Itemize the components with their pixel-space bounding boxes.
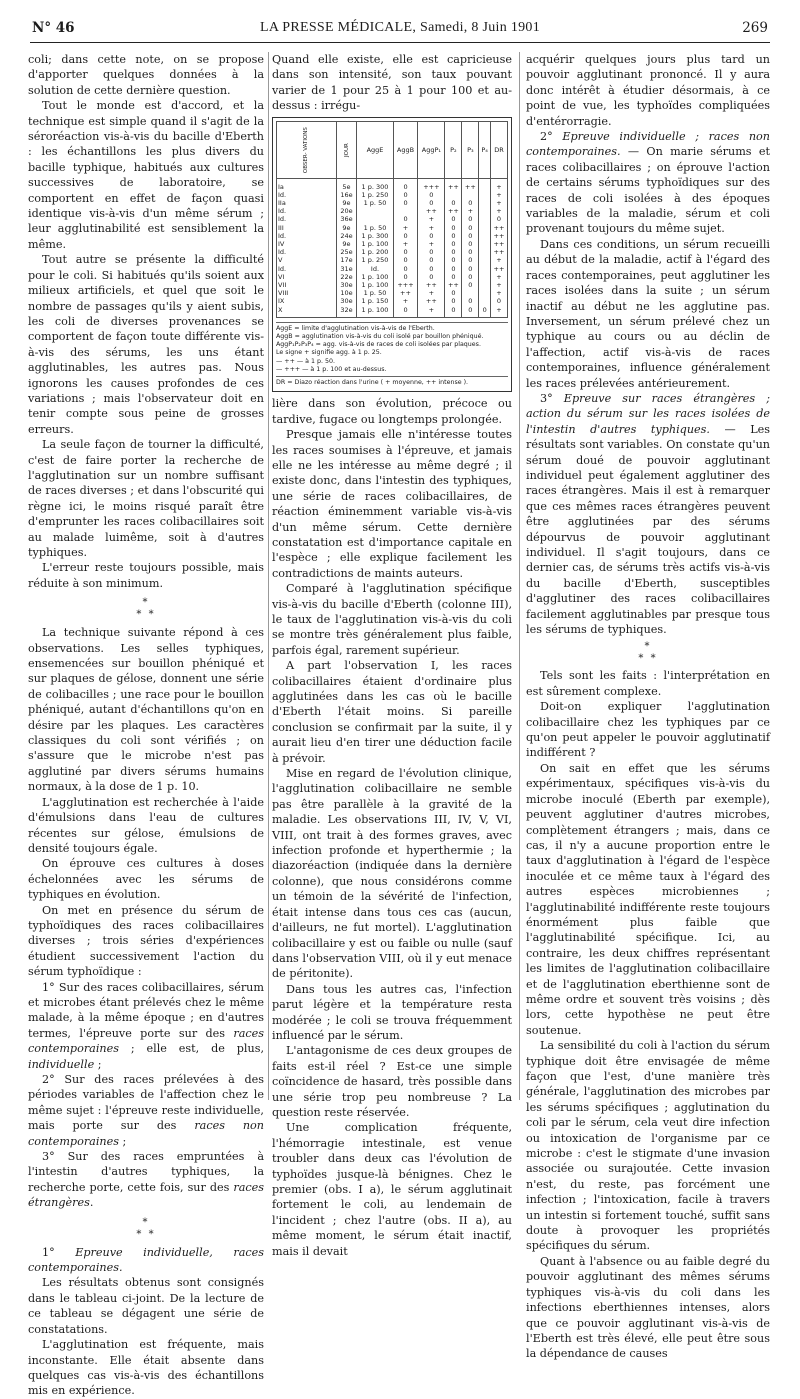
table-cell: 0 bbox=[462, 256, 479, 264]
table-cell bbox=[479, 289, 491, 297]
table-row bbox=[277, 256, 508, 264]
table-cell: 0 bbox=[418, 191, 445, 199]
table-cell: 0 bbox=[462, 273, 479, 281]
table-cell: + bbox=[393, 224, 418, 232]
table-header-cell: DR bbox=[490, 121, 507, 178]
table-cell: + bbox=[490, 306, 507, 318]
table-cell: 9e bbox=[336, 224, 357, 232]
paragraph: La technique suivante répond à ces observations. Les selles typhiques, ensemencées sur bouillon phéniqué et sur plaques de gélose, donnent une série de colibacilles ; une race pour le bouillon phéniqué, autant d'échantillons qu'on en désire par les plaques. Les caractères classiques du coli sont vérifiés ; on s'assure que le microbe n'est pas agglutiné par divers sérums humains normaux, à la dose de 1 p. 10. bbox=[28, 626, 264, 794]
table-cell: 0 bbox=[445, 240, 462, 248]
paragraph: L'erreur reste toujours possible, mais réduite à son minimum. bbox=[28, 561, 264, 590]
page-number: 269 bbox=[742, 20, 768, 36]
paragraph: Tout autre se présente la difficulté pour le coli. Si habitués qu'ils soient aux milieux artificiels, et quel que soit le nombre de passages qu'ils y aient subis, les coli de diverses provenances se comportent de façon toute différente vis-à-vis des sérums, les uns étant agglutinables, les autres pas. Nous ignorons les causes profondes de ces variations ; mais l'observateur doit en tenir compte sous peine de grosses erreurs. bbox=[28, 253, 264, 436]
table-cell bbox=[479, 297, 491, 305]
table-cell: 1 p. 200 bbox=[357, 248, 393, 256]
legend-line: AggP₁P₂P₃P₄ = agg. vis-à-vis de races de coli isolées par plaques. bbox=[276, 341, 481, 349]
table-cell: VII bbox=[277, 281, 337, 289]
table-header-cell: P₄ bbox=[479, 121, 491, 178]
table-cell: + bbox=[490, 289, 507, 297]
section-separator: * * * bbox=[638, 641, 658, 665]
column-divider bbox=[268, 52, 269, 1100]
table-row bbox=[277, 191, 508, 199]
table-cell bbox=[479, 248, 491, 256]
paragraph: 1° Sur des races colibacillaires, sérum et microbes étant prélevés chez le même malade, à la même époque ; en d'autres termes, l'épreuve porte sur des races contemporaines ; elle est, de plus, individuelle ; bbox=[28, 980, 264, 1071]
table-cell: + bbox=[393, 297, 418, 305]
table-cell: 0 bbox=[393, 232, 418, 240]
table-cell: 0 bbox=[418, 199, 445, 207]
legend-line: AggB = agglutination vis-à-vis du coli isolé par bouillon phéniqué. bbox=[276, 333, 484, 341]
table-cell: ++ bbox=[490, 240, 507, 248]
table-cell: 20e bbox=[336, 207, 357, 215]
paragraph: lière dans son évolution, précoce ou tardive, fugace ou longtemps prolongée. bbox=[272, 397, 512, 426]
table-cell bbox=[479, 240, 491, 248]
table-cell: Ia bbox=[277, 178, 337, 191]
running-header bbox=[30, 18, 770, 43]
table-cell: ++ bbox=[462, 178, 479, 191]
table-cell: 1 p. 50 bbox=[357, 289, 393, 297]
paragraph: 3° Sur des races empruntées à l'intestin d'autres typhiques, la recherche porte, cette fois, sur des races étrangères. bbox=[28, 1150, 264, 1210]
table-cell: 0 bbox=[445, 289, 462, 297]
table-cell: + bbox=[418, 215, 445, 223]
table-cell: ++ bbox=[490, 265, 507, 273]
table-cell: Id. bbox=[357, 265, 393, 273]
paragraph: coli; dans cette note, on se propose d'apporter quelques données à la solution de cette dernière question. bbox=[28, 53, 264, 97]
table-cell: 0 bbox=[445, 215, 462, 223]
column-3 bbox=[526, 52, 770, 1361]
table-cell: Id. bbox=[277, 232, 337, 240]
table-cell: 0 bbox=[393, 256, 418, 264]
legend-line: Le signe + signifie agg. à 1 p. 25. bbox=[276, 349, 382, 357]
table-cell: 0 bbox=[418, 256, 445, 264]
paragraph: Mise en regard de l'évolution clinique, l'agglutination colibacillaire ne semble pas être parallèle à la gravité de la maladie. Les observations III, IV, V, VI, VIII, ont trait à des formes graves, avec infection profonde et hyperthermie ; la diazoréaction (indiquée dans la dernière colonne), que nous considérons comme un témoin de la sévérité de l'infection, était intense dans tous ces cas (aucun, d'ailleurs, ne fut mortel). L'agglutination colibacillaire y est ou faible ou nulle (sauf dans l'observation VIII, où il y eut menace de péritonite). bbox=[272, 767, 512, 981]
table-cell: ++ bbox=[418, 207, 445, 215]
table-cell: 0 bbox=[418, 273, 445, 281]
table-header-cell: P₂ bbox=[445, 121, 462, 178]
table-cell: 0 bbox=[462, 232, 479, 240]
paragraph: L'antagonisme de ces deux groupes de faits est-il réel ? Est-ce une simple coïncidence de hasard, très possible dans une série trop peu nombreuse ? La question reste réservée. bbox=[272, 1044, 512, 1119]
table-cell: Id. bbox=[277, 191, 337, 199]
table-cell bbox=[357, 215, 393, 223]
table-cell: 9e bbox=[336, 199, 357, 207]
paragraph: L'agglutination est fréquente, mais inconstante. Elle était absente dans quelques cas vis-à-vis des échantillons mis en expérience. bbox=[28, 1338, 264, 1398]
legend-line: — ++ — à 1 p. 50. bbox=[276, 357, 336, 365]
table-cell: + bbox=[490, 199, 507, 207]
table-cell: 10e bbox=[336, 289, 357, 297]
table-header-cell: AggE bbox=[357, 121, 393, 178]
column-divider bbox=[519, 52, 520, 1100]
table-cell: 0 bbox=[462, 306, 479, 318]
paragraph: Dans tous les autres cas, l'infection parut légère et la température resta modérée ; le coli se trouva fréquemment influencé par le sérum. bbox=[272, 982, 512, 1042]
table-row bbox=[277, 248, 508, 256]
legend-line: — +++ — à 1 p. 100 et au-dessus. bbox=[276, 365, 387, 373]
table-cell: 1 p. 100 bbox=[357, 306, 393, 318]
table-cell bbox=[462, 191, 479, 199]
table-cell: 0 bbox=[445, 273, 462, 281]
table-cell: 1 p. 300 bbox=[357, 178, 393, 191]
table-cell: 0 bbox=[490, 297, 507, 305]
issue-number: N° 46 bbox=[32, 20, 75, 36]
table-cell bbox=[479, 265, 491, 273]
table-cell bbox=[393, 207, 418, 215]
table-cell: 0 bbox=[418, 248, 445, 256]
table-cell: +++ bbox=[393, 281, 418, 289]
paragraph: L'agglutination est recherchée à l'aide d'émulsions dans l'eau de cultures récentes sur gélose, émulsions de densité toujours égale. bbox=[28, 795, 264, 855]
table-cell: 0 bbox=[445, 224, 462, 232]
table-cell: III bbox=[277, 224, 337, 232]
table-cell: 16e bbox=[336, 191, 357, 199]
table-cell: 0 bbox=[445, 306, 462, 318]
table-cell: +++ bbox=[418, 178, 445, 191]
table-cell: ++ bbox=[445, 178, 462, 191]
table-row bbox=[277, 289, 508, 297]
table-cell: VI bbox=[277, 273, 337, 281]
table-cell: 0 bbox=[462, 224, 479, 232]
table-cell: 30e bbox=[336, 297, 357, 305]
paragraph: On éprouve ces cultures à doses échelonnées avec les sérums de typhiques en évolution. bbox=[28, 857, 264, 902]
masthead-title: LA PRESSE MÉDICALE, Samedi, 8 Juin 1901 bbox=[259, 20, 541, 35]
table-cell bbox=[479, 232, 491, 240]
table-cell: 0 bbox=[418, 232, 445, 240]
legend-line: DR = Diazo réaction dans l'urine ( + moyenne, ++ intense ). bbox=[276, 379, 469, 387]
table-cell bbox=[479, 178, 491, 191]
table-cell: 0 bbox=[490, 215, 507, 223]
table-cell: ++ bbox=[490, 224, 507, 232]
table-cell: 0 bbox=[462, 240, 479, 248]
table-cell: Id. bbox=[277, 248, 337, 256]
paragraph: Presque jamais elle n'intéresse toutes les races soumises à l'épreuve, et jamais elle ne les intéresse au même degré ; il existe donc, dans l'intestin des typhiques, une série de races colibacillaires, de réaction éminemment variable vis-à-vis d'un même sérum. Cette dernière constatation est d'importance capitale en l'espèce ; elle explique facilement les contradictions de maints auteurs. bbox=[272, 428, 512, 580]
table-cell: 0 bbox=[479, 306, 491, 318]
table-cell: 0 bbox=[462, 199, 479, 207]
table-cell: Id. bbox=[277, 265, 337, 273]
table-cell: IIa bbox=[277, 199, 337, 207]
table-cell: 1 p. 300 bbox=[357, 232, 393, 240]
table-cell: + bbox=[418, 306, 445, 318]
table-cell: Id. bbox=[277, 215, 337, 223]
table-cell: ++ bbox=[418, 297, 445, 305]
table-cell: + bbox=[490, 281, 507, 289]
table-cell: 1 p. 50 bbox=[357, 224, 393, 232]
legend-line: AggE = limite d'agglutination vis-à-vis de l'Eberth. bbox=[276, 324, 435, 332]
table-cell: + bbox=[418, 289, 445, 297]
table-cell bbox=[479, 281, 491, 289]
table-cell: V bbox=[277, 256, 337, 264]
table-cell: + bbox=[490, 178, 507, 191]
table-cell bbox=[479, 273, 491, 281]
table-cell: + bbox=[490, 191, 507, 199]
paragraph: Quant à l'absence ou au faible degré du pouvoir agglutinant des mêmes sérums typhiques vis-à-vis du coli dans les infections eberthiennes intenses, alors que ce pouvoir agglutinant vis-à-vis de l'Eberth est très élevé, elle peut être sous la dépendance de causes bbox=[526, 1254, 770, 1361]
table-cell: + bbox=[490, 256, 507, 264]
table-cell: X bbox=[277, 306, 337, 318]
table-cell: Id. bbox=[277, 207, 337, 215]
table-cell bbox=[479, 199, 491, 207]
table-cell: 5e bbox=[336, 178, 357, 191]
table-cell: ++ bbox=[393, 289, 418, 297]
table-cell: 31e bbox=[336, 265, 357, 273]
table-cell: 0 bbox=[462, 248, 479, 256]
table-row bbox=[277, 273, 508, 281]
table-cell: 22e bbox=[336, 273, 357, 281]
paragraph: A part l'observation I, les races colibacillaires étaient d'ordinaire plus agglutinées dans les cas où le bacille d'Eberth l'était moins. Si pareille conclusion se confirmait par la suite, il y aurait lieu d'en tirer une déduction facile à prévoir. bbox=[272, 659, 512, 765]
table-cell: ++ bbox=[445, 281, 462, 289]
table-cell: 0 bbox=[445, 297, 462, 305]
table-row bbox=[277, 215, 508, 223]
table-cell: 0 bbox=[393, 191, 418, 199]
table-cell: 0 bbox=[393, 178, 418, 191]
table-cell: + bbox=[393, 240, 418, 248]
table-cell: 0 bbox=[445, 265, 462, 273]
table-cell: 24e bbox=[336, 232, 357, 240]
paragraph: 2° Epreuve individuelle ; races non contemporaines. — On marie sérums et races colibacillaires ; on éprouve l'action de certains sérums typhoïdiques sur des races de coli isolées à des époques variables de la maladie, sérum et coli provenant toujours du même sujet. bbox=[526, 130, 770, 236]
table-cell: ++ bbox=[418, 281, 445, 289]
table-cell: 0 bbox=[393, 273, 418, 281]
table-cell: 0 bbox=[462, 215, 479, 223]
table-header-cell: P₃ bbox=[462, 121, 479, 178]
table-cell: 30e bbox=[336, 281, 357, 289]
table-cell: 17e bbox=[336, 256, 357, 264]
table-row bbox=[277, 265, 508, 273]
paragraph: Doit-on expliquer l'agglutination colibacillaire chez les typhiques par ce qu'on peut appeler le pouvoir agglutinatif indifférent ? bbox=[526, 700, 770, 760]
table-cell bbox=[462, 289, 479, 297]
table-cell: 36e bbox=[336, 215, 357, 223]
section-separator: * * * bbox=[136, 1216, 156, 1240]
table-cell: 9e bbox=[336, 240, 357, 248]
table-cell bbox=[479, 224, 491, 232]
table-cell: + bbox=[418, 224, 445, 232]
table-cell: 1 p. 100 bbox=[357, 273, 393, 281]
table-cell bbox=[479, 215, 491, 223]
table-cell: + bbox=[418, 240, 445, 248]
table-row bbox=[277, 178, 508, 191]
table-row bbox=[277, 306, 508, 318]
table-header-cell: OBSER- VATIONS bbox=[277, 121, 337, 178]
table-cell bbox=[479, 256, 491, 264]
paragraph: La seule façon de tourner la difficulté, c'est de faire porter la recherche de l'agglutination sur un nombre suffisant de races diverses ; et dans l'obscurité qui règne ici, le moins risqué paraît être d'emprunter les races colibacillaires soit au malade luimême, soit à d'autres typhiques. bbox=[28, 438, 264, 559]
table-cell: 0 bbox=[445, 232, 462, 240]
table-cell: 32e bbox=[336, 306, 357, 318]
table-cell: 25e bbox=[336, 248, 357, 256]
table-cell: 1 p. 150 bbox=[357, 297, 393, 305]
table-row bbox=[277, 224, 508, 232]
table-cell: 0 bbox=[393, 215, 418, 223]
paragraph: Tout le monde est d'accord, et la technique est simple quand il s'agit de la séroréaction vis-à-vis du bacille d'Eberth : les échantillons les plus divers du bacille typhique, habitués aux cultures successives de laboratoire, se comportent en effet de façon quasi identique vis-à-vis d'un même sérum ; leur agglutinabilité est sensiblement la même. bbox=[28, 99, 264, 251]
table-cell: 1 p. 250 bbox=[357, 256, 393, 264]
table-cell: 0 bbox=[393, 199, 418, 207]
table-cell: 1 p. 50 bbox=[357, 199, 393, 207]
table-cell bbox=[479, 191, 491, 199]
table-row bbox=[277, 207, 508, 215]
paragraph: Dans ces conditions, un sérum recueilli au début de la maladie, actif à l'égard des races contemporaines, peut agglutiner les races isolées dans la suite ; un sérum inactif au début ne les agglutine pas. Inversement, un sérum prélevé chez un typhique au cours ou au déclin de l'affection, actif vis-à-vis de races contemporaines, influence généralement les races prélevées antérieurement. bbox=[526, 237, 770, 390]
paragraph: Comparé à l'agglutination spécifique vis-à-vis du bacille d'Eberth (colonne III), le taux de l'agglutination vis-à-vis du coli se montre très généralement plus faible, parfois égal, rarement supérieur. bbox=[272, 582, 512, 657]
table-cell bbox=[357, 207, 393, 215]
table-cell: 0 bbox=[462, 281, 479, 289]
table-cell bbox=[445, 191, 462, 199]
column-2 bbox=[272, 52, 512, 1258]
paragraph: Quand elle existe, elle est capricieuse dans son intensité, son taux pouvant varier de 1 pour 25 à 1 pour 100 et au-dessus : irrégu- bbox=[272, 53, 512, 113]
table-cell: + bbox=[462, 207, 479, 215]
table-row bbox=[277, 240, 508, 248]
section-heading: 1° Epreuve individuelle, races contemporaines. bbox=[28, 1245, 264, 1275]
table-cell: + bbox=[490, 207, 507, 215]
table-cell: ++ bbox=[490, 248, 507, 256]
table-cell: 0 bbox=[393, 306, 418, 318]
paragraph: Une complication fréquente, l'hémorragie intestinale, est venue troubler dans deux cas l'évolution de typhoïdes jusque-là bénignes. Chez le premier (obs. I a), le sérum agglutinait fortement le coli, au lendemain de l'incident ; chez l'autre (obs. II a), au même moment, le sérum était inactif, mais il devait bbox=[272, 1121, 512, 1258]
table-row bbox=[277, 232, 508, 240]
table-cell: 0 bbox=[418, 265, 445, 273]
table-cell: + bbox=[490, 273, 507, 281]
paragraph: acquérir quelques jours plus tard un pouvoir agglutinant prononcé. Il y aura donc intérêt à étudier désormais, à ce point de vue, les typhoïdes compliquées d'entérorragie. bbox=[526, 53, 770, 128]
table-row bbox=[277, 297, 508, 305]
paragraph: La sensibilité du coli à l'action du sérum typhique doit être envisagée de même façon que l'est, d'une manière très générale, l'agglutination des microbes par les sérums spécifiques ; agglutination du coli par le sérum, cela veut dire infection ou intoxication de l'organisme par ce microbe : c'est le stigmate d'une invasion associée ou surajoutée. Cette invasion n'est, du reste, pas forcément une infection ; l'intoxication, facile à travers un intestin si fortement touché, suffit sans doute à provoquer les propriétés spécifiques du sérum. bbox=[526, 1039, 770, 1253]
table-cell: 0 bbox=[445, 248, 462, 256]
table-cell: 0 bbox=[393, 248, 418, 256]
column-1 bbox=[28, 52, 264, 1398]
paragraph: 3° Epreuve sur races étrangères ; action du sérum sur les races isolées de l'intestin d'autres typhiques. — Les résultats sont variables. On constate qu'un sérum doué de pouvoir agglutinant individuel peut également agglutiner des races étrangères. Mais il est à remarquer que ces mêmes races étrangères peuvent être agglutinées par des sérums dépourvus de pouvoir agglutinant individuel. Il s'agit toujours, dans ce dernier cas, de sérums très actifs vis-à-vis du bacille d'Eberth, susceptibles d'agglutiner des races colibacillaires facilement agglutinables par presque tous les sérums de typhiques. bbox=[526, 391, 770, 637]
paragraph: Tels sont les faits : l'interprétation en est sûrement complexe. bbox=[526, 669, 770, 698]
table-cell bbox=[479, 207, 491, 215]
table-cell: 0 bbox=[462, 265, 479, 273]
table-cell: IX bbox=[277, 297, 337, 305]
section-separator: * * * bbox=[136, 597, 156, 621]
paragraph: On met en présence du sérum de typhoïdiques des races colibacillaires diverses ; trois séries d'expériences étudient successivement l'action du sérum typhoïdique : bbox=[28, 903, 264, 979]
table-cell: ++ bbox=[445, 207, 462, 215]
table-cell: 0 bbox=[393, 265, 418, 273]
paragraph: 2° Sur des races prélevées à des périodes variables de l'affection chez le même sujet : l'épreuve reste individuelle, mais porte sur des races non contemporaines ; bbox=[28, 1073, 264, 1148]
results-table bbox=[276, 121, 508, 318]
table-header-cell: AggB bbox=[393, 121, 418, 178]
results-table-box bbox=[272, 117, 512, 393]
table-cell: 0 bbox=[462, 297, 479, 305]
table-cell: 1 p. 250 bbox=[357, 191, 393, 199]
table-cell: VIII bbox=[277, 289, 337, 297]
table-cell: IV bbox=[277, 240, 337, 248]
paragraph: Les résultats obtenus sont consignés dans le tableau ci-joint. De la lecture de ce tableau se dégagent une série de constatations. bbox=[28, 1276, 264, 1336]
table-legend bbox=[276, 322, 508, 387]
table-cell: 1 p. 100 bbox=[357, 281, 393, 289]
table-row bbox=[277, 281, 508, 289]
table-cell: ++ bbox=[490, 232, 507, 240]
table-cell: 0 bbox=[445, 256, 462, 264]
table-cell: 0 bbox=[445, 199, 462, 207]
paragraph: On sait en effet que les sérums expérimentaux, spécifiques vis-à-vis du microbe inoculé (Eberth par exemple), peuvent agglutiner d'autres microbes, complètement étrangers ; mais, dans ce cas, il n'y a aucune proportion entre le taux d'agglutination à l'égard de l'espèce inoculée et ce même taux à l'égard des autres espèces microbiennes ; l'agglutinabilité indifférente reste toujours énormément plus faible que l'agglutinabilité spécifique. Ici, au contraire, les deux chiffres représentant les limites de l'agglutination colibacillaire et de l'agglutination eberthienne sont de même ordre et souvent très voisins ; dès lors, cette hypothèse ne peut être soutenue. bbox=[526, 761, 770, 1037]
table-cell: 1 p. 100 bbox=[357, 240, 393, 248]
table-header-cell: JOUR bbox=[336, 121, 357, 178]
table-row bbox=[277, 199, 508, 207]
table-header-cell: AggP₁ bbox=[418, 121, 445, 178]
